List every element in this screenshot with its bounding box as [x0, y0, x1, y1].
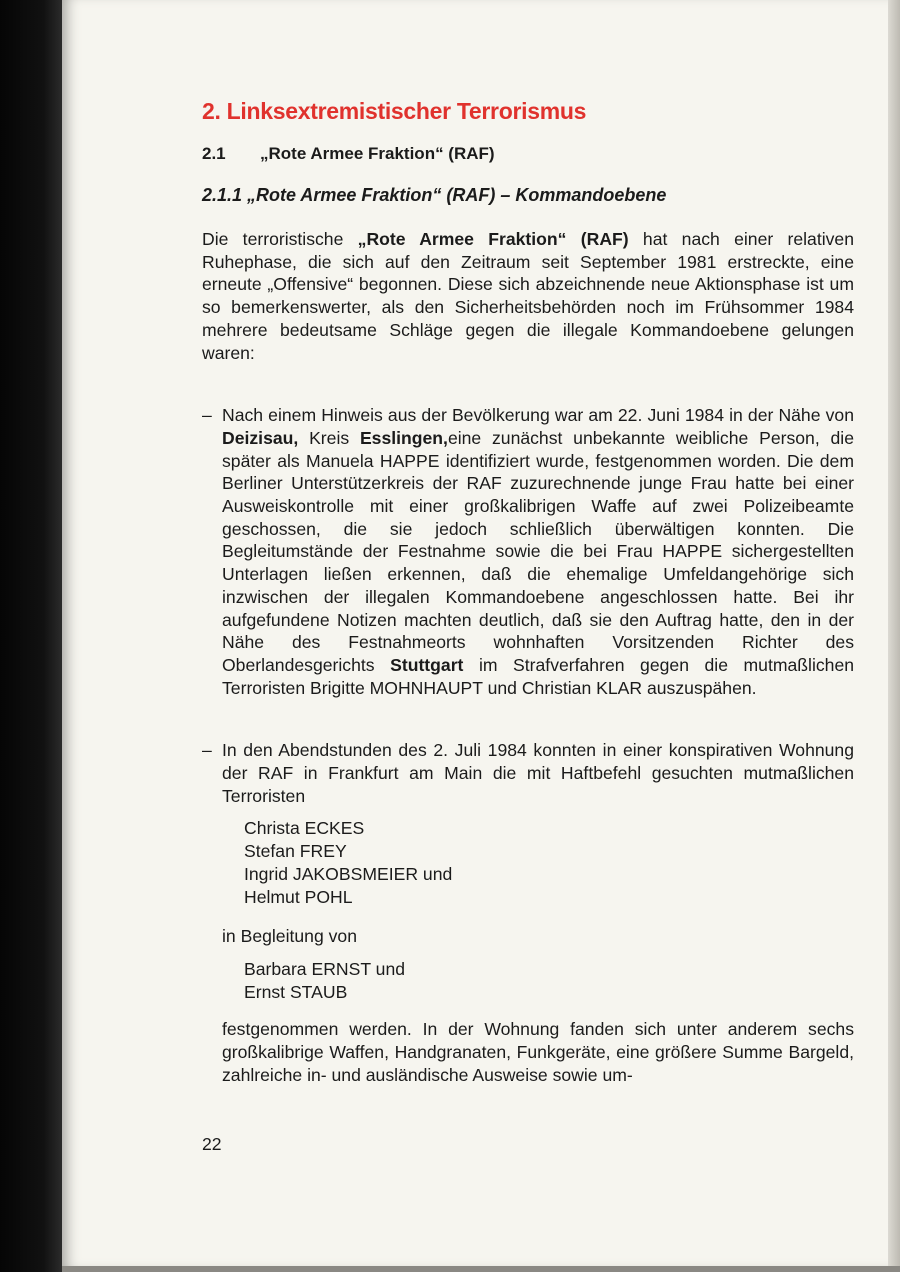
item-text: Nach einem Hinweis aus der Bevölkerung war am 22. Juni 1984 in der Nähe von [222, 405, 854, 426]
item-text: In den Abendstunden des 2. Juli 1984 konnten in einer konspirativen Wohnung der RAF in Frankfurt am Main die mit Haftbefehl gesuchten mutmaßlichen Terroristen [222, 740, 854, 806]
book-spine-shadow [0, 0, 62, 1272]
item-continuation-text: festgenommen werden. In der Wohnung fanden sich unter anderem sechs großkalibrige Waffen, Handgranaten, Funkgeräte, eine größere Summe Bargeld, zahlreiche in- und ausländische Ausweise sowie um- [222, 1019, 854, 1085]
page-content [202, 96, 854, 1086]
suspect-name: Stefan FREY [244, 841, 347, 862]
item-text: eine zunächst unbekannte weibliche Person, die später als Manuela HAPPE identifiziert wurde, festgenommen worden. Die dem Berliner Unterstützerkreis der RAF zuzurechnende junge Frau hatte bei einer Ausweiskontrolle mit einer großkalibrigen Waffe auf zwei Polizeibeamte geschossen, die sie jedoch schließlich überwältigen konnten. Die Begleitumstände der Festnahme sowie die bei Frau HAPPE sichergestellten Unterlagen ließen erkennen, daß die ehemalige Umfeldangehörige sich inzwischen der illegalen Kommandoebene angeschlossen hatte. Bei ihr aufgefundene Notizen machten deutlich, daß sie den Auftrag hatte, den in der Nähe des Festnahmeorts wohnhaften Vorsitzenden Richter des Oberlandesgerichts [222, 427, 854, 675]
bullet-dash: – [202, 740, 212, 761]
chapter-heading: 2. Linksextremistischer Terrorismus [202, 98, 587, 124]
intro-text: hat nach einer relativen Ruhephase, die sich auf den Zeitraum seit September 1981 erstreckte, eine erneute „Offensive“ begonnen. Diese sich abzeichnende neue Aktionsphase ist um so bemerkenswerter, als den Sicherheitsbehörden noch im Frühsommer 1984 mehrere bedeutsame Schläge gegen die illegale Kommandoebene gelungen waren: [202, 229, 855, 363]
page-number: 22 [202, 1134, 222, 1154]
intro-bold-raf-name: „Rote Armee Fraktion“ [357, 229, 567, 249]
companion-name: Barbara ERNST und [244, 959, 406, 980]
item-bold-place: Stuttgart [390, 654, 464, 675]
section-title: „Rote Armee Fraktion“ (RAF) [260, 144, 495, 163]
list-item-frankfurt-arrests [202, 739, 854, 1086]
suspect-name-list [244, 817, 854, 909]
list-item-happe-arrest [202, 404, 854, 699]
intro-text [566, 229, 580, 249]
suspect-name: Christa ECKES [244, 818, 365, 839]
item-bold-place: Deizisau, [222, 427, 299, 448]
accompany-line: in Begleitung von [222, 926, 357, 947]
intro-text: Die terroristische [202, 229, 358, 249]
intro-paragraph [202, 228, 854, 364]
page-bottom-edge [62, 1266, 900, 1272]
item-bold-place: Esslingen, [359, 427, 448, 448]
item-text: Kreis [298, 427, 360, 448]
section-heading [202, 142, 854, 166]
companion-name: Ernst STAUB [244, 982, 348, 1003]
page-edge [888, 0, 900, 1272]
intro-bold-raf-abbrev: (RAF) [580, 229, 629, 249]
item-text: im Strafverfahren gegen die mutmaßlichen Terroristen Brigitte MOHNHAUPT und Christian KLAR auszuspähen. [222, 654, 855, 698]
suspect-name: Helmut POHL [244, 887, 353, 908]
companion-name-list [244, 958, 854, 1004]
bullet-dash: – [202, 405, 212, 426]
suspect-name: Ingrid JAKOBSMEIER und [244, 864, 453, 885]
section-number: 2.1 [202, 144, 226, 163]
subsection-heading: 2.1.1 „Rote Armee Fraktion“ (RAF) – Kommandoebene [202, 185, 667, 205]
